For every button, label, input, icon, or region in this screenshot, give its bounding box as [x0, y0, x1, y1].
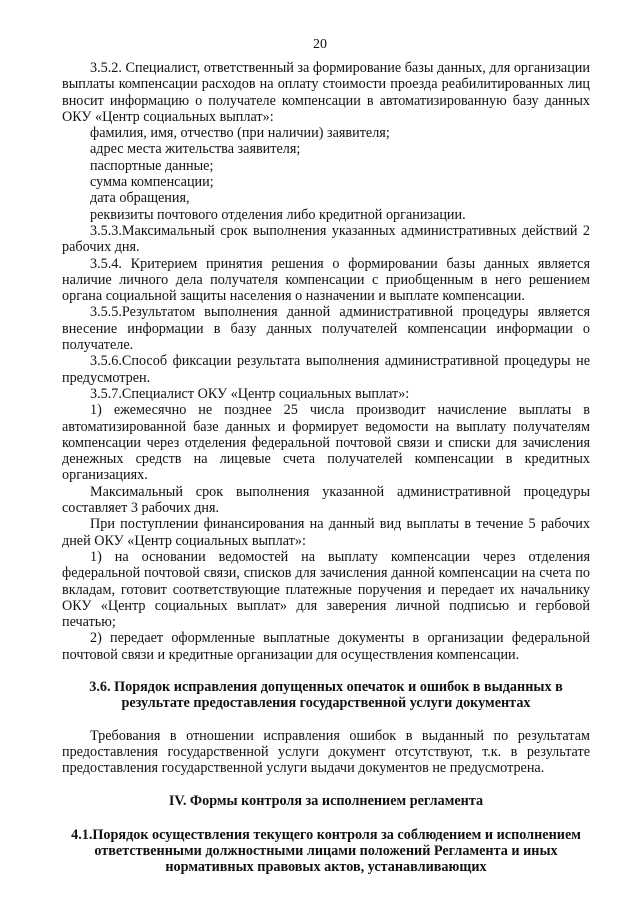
chapter-heading-iv: IV. Формы контроля за исполнением регламента [168, 793, 484, 810]
paragraph-3-6: Требования в отношении исправления ошибок в выданный по результатам предоставления государственной услуги документ отсутствуют, т.к. в результате предоставления государственной услуги выдачи документов не предусмотрена. [62, 727, 590, 777]
section-heading-3-6: 3.6. Порядок исправления допущенных опечаток и ошибок в выданных в результате предоставления государственной услуги документах [89, 678, 563, 712]
list-item-sum: сумма компенсации; [90, 174, 214, 191]
paragraph-3-5-6: 3.5.6.Способ фиксации результата выполнения административной процедуры не предусмотрен. [62, 353, 590, 386]
paragraph-funding-item-1: 1) на основании ведомостей на выплату компенсации через отделения федеральной почтовой связи, списков для зачисления данной компенсации на счета по вкладам, готовит соответствующие платежные поручения и передает их начальнику ОКУ «Центр социальных выплат» для заверения личной подписью и гербовой печатью; [62, 548, 590, 631]
paragraph-3-5-5: 3.5.5.Результатом выполнения данной административной процедуры является внесение информации в базу данных получателей компенсации информации о получателе. [62, 304, 590, 354]
list-item-fio: фамилия, имя, отчество (при наличии) заявителя; [90, 125, 390, 142]
document-body [62, 60, 590, 876]
list-item-address: адрес места жительства заявителя; [90, 141, 301, 158]
list-item-date: дата обращения, [90, 190, 190, 207]
paragraph-3-5-7: 3.5.7.Специалист ОКУ «Центр социальных выплат»: [90, 385, 410, 402]
list-item-bank-details: реквизиты почтового отделения либо кредитной организации. [90, 206, 466, 223]
paragraph-3-5-3: 3.5.3.Максимальный срок выполнения указанных административных действий 2 рабочих дня. [62, 222, 590, 256]
page-number: 20 [313, 37, 327, 52]
list-item-passport: паспортные данные; [90, 157, 214, 174]
paragraph-3-5-4: 3.5.4. Критерием принятия решения о формировании базы данных является наличие личного дела получателя компенсации с приобщенным в него решением органа социальной защиты населения о назначении и выплате компенсации. [62, 255, 590, 305]
paragraph-funding: При поступлении финансирования на данный вид выплаты в течение 5 рабочих дней ОКУ «Центр социальных выплат»: [62, 516, 590, 549]
section-heading-4-1: 4.1.Порядок осуществления текущего контроля за соблюдением и исполнением ответственными должностными лицами положений Регламента и иных нормативных правовых актов, устанавливающих [71, 826, 581, 876]
paragraph-3-5-2: 3.5.2. Специалист, ответственный за формирование базы данных, для организации выплаты компенсации расходов на оплату стоимости проезда реабилитированных лиц вносит информацию о получателе компенсации в автоматизированную базу данных ОКУ «Центр социальных выплат»: [62, 60, 590, 125]
paragraph-funding-item-2: 2) передает оформленные выплатные документы в организации федеральной почтовой связи и кредитные организации для осуществления компенсации. [62, 630, 590, 663]
paragraph-max-term: Максимальный срок выполнения указанной административной процедуры составляет 3 рабочих дня. [62, 483, 590, 517]
paragraph-3-5-7-item-1: 1) ежемесячно не позднее 25 числа производит начисление выплаты в автоматизированной базе данных и формирует ведомости на выплату получателям компенсации через отделения федеральной почтовой связи и списки для зачисления денежных средств на лицевые счета получателей компенсации в кредитных организациях. [62, 402, 590, 484]
